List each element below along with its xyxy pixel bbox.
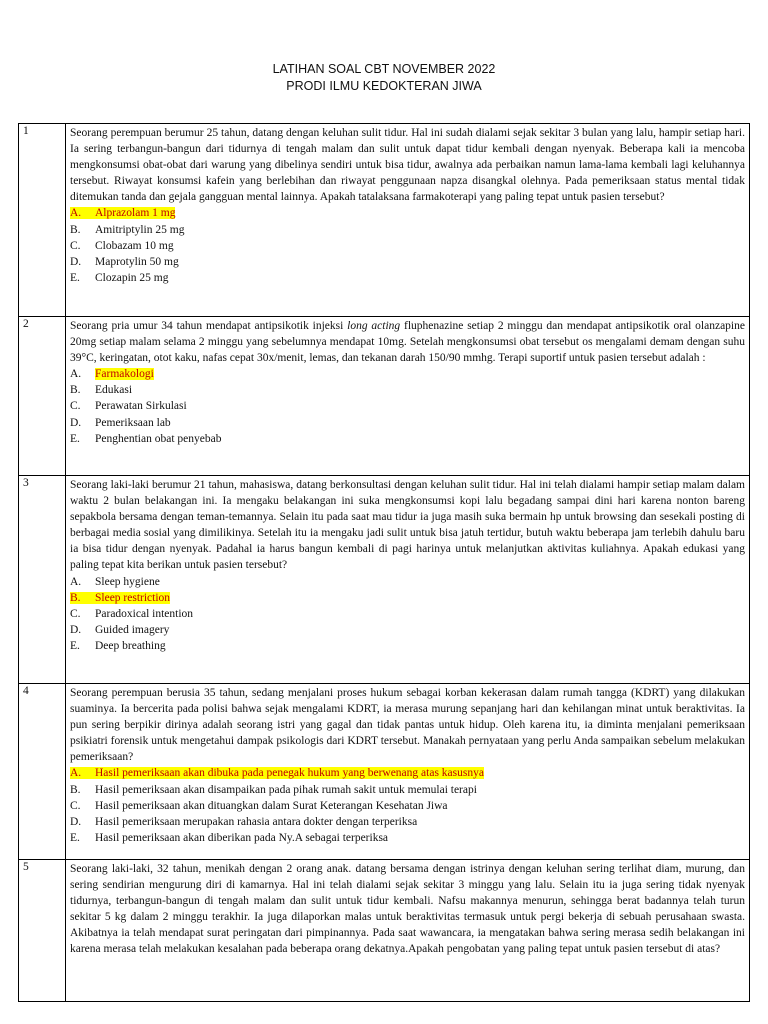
option-text: Guided imagery: [95, 623, 170, 636]
option-c[interactable]: [70, 238, 745, 254]
option-c[interactable]: [70, 398, 745, 414]
option-text: Maprotylin 50 mg: [95, 255, 179, 268]
question-row: [19, 317, 750, 476]
option-text: Clobazam 10 mg: [95, 239, 174, 252]
option-e[interactable]: [70, 830, 745, 846]
option-b[interactable]: [70, 782, 745, 798]
option-letter: A.: [70, 207, 82, 220]
option-text: Sleep hygiene: [95, 575, 160, 588]
option-letter: C.: [70, 799, 81, 812]
option-letter: E.: [70, 271, 80, 284]
option-text: Alprazolam 1 mg: [95, 207, 176, 220]
option-letter: D.: [70, 416, 82, 429]
option-text: Hasil pemeriksaan akan diberikan pada Ny.A sebagai terperiksa: [95, 831, 389, 844]
option-letter: E.: [70, 831, 80, 844]
option-letter: E.: [70, 639, 80, 652]
answer-highlight: [70, 767, 484, 779]
option-text: Hasil pemeriksaan akan dibuka pada penegak hukum yang berwenang atas kasusnya: [95, 767, 484, 780]
question-cell: [66, 476, 750, 684]
option-text: Clozapin 25 mg: [95, 271, 169, 284]
answer-highlight: [70, 592, 170, 604]
option-letter: C.: [70, 239, 81, 252]
answer-highlight: [70, 207, 175, 219]
option-letter: D.: [70, 255, 82, 268]
stem-text: fluphenazine setiap 2 minggu dan mendapat antipsikotik oral olanzapine 20mg setiap malam selama 2 minggu yang sebelumnya mendapat 10mg. Setelah mengkonsumsi obat tersebut os mengalami demam dengan suhu 39°C, keringatan, otot kaku, nafas cepat 30x/menit, lemas, dan tekanan darah 150/90 mmhg. Terapi suportif untuk pasien tersebut adalah :: [70, 320, 745, 365]
option-letter: C.: [70, 607, 81, 620]
document-title: LATIHAN SOAL CBT NOVEMBER 2022: [272, 62, 496, 76]
option-text: Deep breathing: [95, 639, 166, 652]
option-text: Hasil pemeriksaan merupakan rahasia antara dokter dengan terperiksa: [95, 815, 418, 828]
question-number: 1: [19, 124, 66, 317]
option-a[interactable]: [70, 765, 745, 781]
question-cell: [66, 860, 750, 1002]
question-cell: [66, 317, 750, 476]
option-letter: B.: [70, 223, 81, 236]
question-row: [19, 860, 750, 1002]
question-cell: [66, 684, 750, 860]
question-number: 4: [19, 684, 66, 860]
option-letter: C.: [70, 400, 81, 413]
option-b[interactable]: [70, 590, 745, 606]
option-d[interactable]: [70, 622, 745, 638]
option-letter: A.: [70, 368, 82, 381]
option-e[interactable]: [70, 638, 745, 654]
option-letter: E.: [70, 432, 80, 445]
option-text: Penghentian obat penyebab: [95, 432, 222, 445]
option-d[interactable]: [70, 415, 745, 431]
question-number: 3: [19, 476, 66, 684]
question-number: 5: [19, 860, 66, 1002]
option-e[interactable]: [70, 431, 745, 447]
option-list: [70, 366, 745, 446]
option-c[interactable]: [70, 606, 745, 622]
option-b[interactable]: [70, 222, 745, 238]
option-a[interactable]: [70, 574, 745, 590]
option-text: Edukasi: [95, 384, 133, 397]
option-text: Farmakologi: [95, 368, 154, 381]
question-row: [19, 684, 750, 860]
option-letter: B.: [70, 384, 81, 397]
option-letter: D.: [70, 623, 82, 636]
question-stem: Seorang laki-laki berumur 21 tahun, mahasiswa, datang berkonsultasi dengan keluhan sulit tidur. Hal ini telah dialami hampir setiap malam dalam waktu 2 bulan belakangan ini. Ia mengaku belakangan ini suka mengkonsumsi kopi lalu begadang sampai dini hari karena nonton bareng sepakbola bersama dengan teman-temannya. Selain itu pada saat mau tidur ia juga masih suka bermain hp untuk browsing dan sesekali posting di berbagai media sosial yang dimilikinya. Setelah itu ia mengaku jadi sulit untuk bisa jatuh tertidur, butuh waktu beberapa jam terlebih dahulu baru ia bisa tidur dengan nyenyak. Padahal ia harus bangun kembali di pagi harinya untuk melanjutkan aktivitas kuliahnya. Apakah edukasi yang paling tepat kita berikan untuk pasien tersebut?: [70, 479, 745, 572]
option-letter: D.: [70, 815, 82, 828]
option-list: [70, 765, 745, 845]
question-number: 2: [19, 317, 66, 476]
stem-italic-text: long acting: [347, 320, 401, 332]
option-d[interactable]: [70, 254, 745, 270]
option-text: Hasil pemeriksaan akan dituangkan dalam Surat Keterangan Kesehatan Jiwa: [95, 799, 448, 812]
option-letter: A.: [70, 575, 82, 588]
option-text: Amitriptylin 25 mg: [95, 223, 185, 236]
option-letter: A.: [70, 767, 82, 780]
question-cell: [66, 124, 750, 317]
option-text: Perawatan Sirkulasi: [95, 400, 187, 413]
option-a[interactable]: [70, 366, 745, 382]
option-letter: B.: [70, 783, 81, 796]
option-list: [70, 574, 745, 654]
option-text: Paradoxical intention: [95, 607, 194, 620]
stem-text: Seorang pria umur 34 tahun mendapat antipsikotik injeksi: [70, 320, 348, 332]
option-text: Sleep restriction: [95, 591, 171, 604]
option-letter: B.: [70, 591, 81, 604]
question-stem: Seorang laki-laki, 32 tahun, menikah dengan 2 orang anak. datang bersama dengan istrinya dengan keluhan sering terlihat diam, murung, dan sering sendirian mengurung diri di kamarnya. Hal ini telah dialami sejak sekitar 3 minggu yang lalu. Selain itu ia juga sering tidak nyenyak tidurnya, terbangun-bangun di tengah malam dan sulit untuk tidur kembali. Nafsu makannya menurun, sehingga berat badannya telah turun sekitar 5 kg dalam 2 minggu terakhir. Ia juga dilaporkan malas untuk beraktivitas termasuk untuk pergi bekerja di sebuah perusahaan swasta. Akibatnya ia telah mendapat surat peringatan dari pimpinannya. Pada saat wawancara, ia mengatakan bahwa sering merasa sedih belakangan ini karena merasa telah melakukan kesalahan pada beberapa orang dekatnya.Apakah pengobatan yang paling tepat untuk pasien tersebut di atas?: [70, 863, 745, 956]
option-e[interactable]: [70, 270, 745, 286]
option-list: [70, 205, 745, 285]
question-row: [19, 476, 750, 684]
option-d[interactable]: [70, 814, 745, 830]
option-c[interactable]: [70, 798, 745, 814]
document-subtitle: PRODI ILMU KEDOKTERAN JIWA: [286, 79, 482, 93]
option-b[interactable]: [70, 382, 745, 398]
question-stem: Seorang perempuan berusia 35 tahun, sedang menjalani proses hukum sebagai korban kekerasan dalam rumah tangga (KDRT) yang dilakukan suaminya. Ia bercerita pada polisi bahwa sejak mengalami KDRT, ia merasa murung sepanjang hari dan kehilangan minat untuk beraktivitas. Ia pun sering berpikir dirinya adalah seorang istri yang gagal dan tidak pantas untuk hidup. Oleh karena itu, ia diminta menjalani pemeriksaan psikiatri forensik untuk mengetahui dampak psikologis dari KDRT tersebut. Manakah pernyataan yang perlu Anda sampaikan sebelum melakukan pemeriksaan?: [70, 687, 745, 764]
question-row: [19, 124, 750, 317]
question-table: [18, 123, 750, 1002]
option-text: Hasil pemeriksaan akan disampaikan pada pihak rumah sakit untuk memulai terapi: [95, 783, 477, 796]
question-stem: Seorang perempuan berumur 25 tahun, datang dengan keluhan sulit tidur. Hal ini sudah dialami sejak sekitar 3 bulan yang lalu, hampir setiap hari. Ia sering terbangun-bangun dari tidurnya di tengah malam dan sulit untuk dapat tidur kembali dengan nyenyak. Beberapa kali ia mencoba mengkonsumsi obat-obat dari warung yang dibelinya sendiri untuk bisa tidur, awalnya ada perbaikan namun lama-lama kembali lagi keluhannya tersebut. Riwayat konsumsi kafein yang berlebihan dan riwayat penggunaan napza disangkal olehnya. Pada pemeriksaan status mental tidak ditemukan tanda dan gejala gangguan mental lainnya. Apakah tatalaksana farmakoterapi yang paling tepat untuk pasien tersebut?: [70, 127, 745, 204]
option-text: Pemeriksaan lab: [95, 416, 171, 429]
option-a[interactable]: [70, 205, 745, 221]
question-stem: [70, 318, 745, 366]
